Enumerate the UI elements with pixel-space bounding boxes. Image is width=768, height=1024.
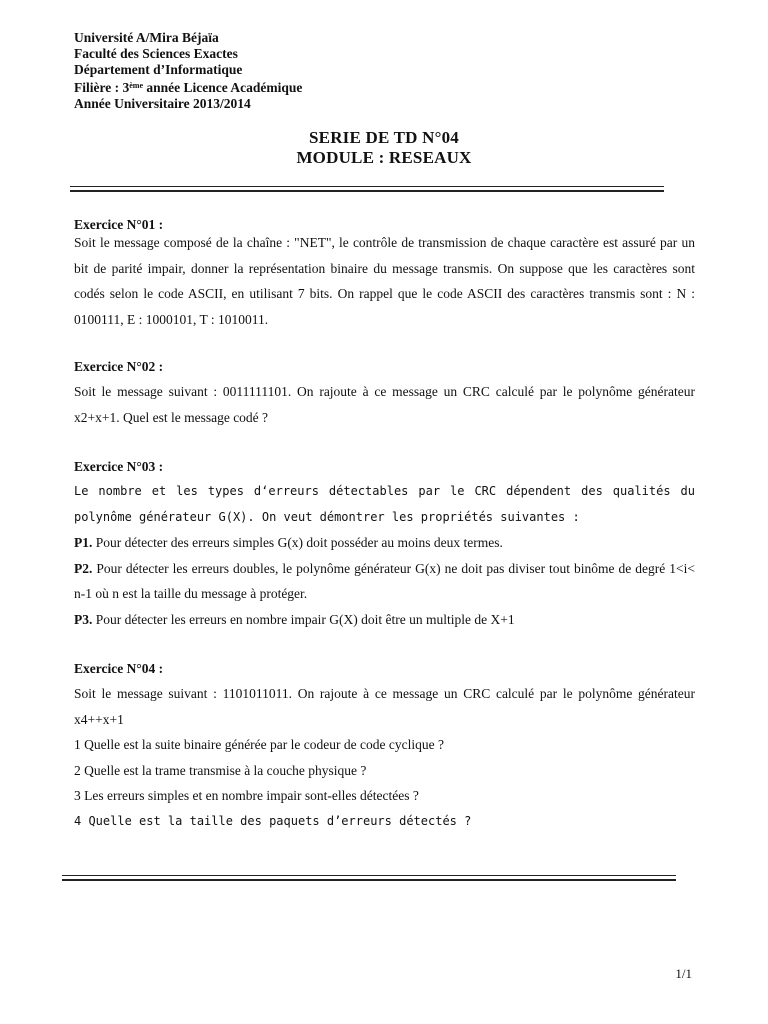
property-p1: P1. Pour détecter des erreurs simples G(x) doit posséder au moins deux termes. [74,535,503,550]
exercise-1-text: Soit le message composé de la chaîne : "NET", le contrôle de transmission de chaque caractère est assuré par un bit de parité impair, donner la représentation binaire du message transmis. On suppose que les caractères sont codés selon le code ASCII, en utilisant 7 bits. On rappel que le code ASCII des caractères transmis sont : N : 0100111, E : 1000101, T : 1010011. [74,235,695,327]
exercise-1 [74,216,695,332]
bottom-divider [62,875,676,876]
property-p2: P2. Pour détecter les erreurs doubles, le polynôme générateur G(x) ne doit pas diviser tout binôme de degré 1<i< n-1 où n est la taille du message à protéger. [74,560,695,601]
header-university: Université A/Mira Béjaïa [74,30,219,45]
university-header [74,30,302,112]
exercise-3 [74,458,695,632]
question-1: 1 Quelle est la suite binaire générée par le codeur de code cyclique ? [74,737,444,752]
header-academic-year: Année Universitaire 2013/2014 [74,96,251,111]
title-series: SERIE DE TD N°04 [309,128,459,147]
title-module: MODULE : RESEAUX [296,148,472,167]
document-title [0,128,768,168]
header-program: Filière : 3ème année Licence Académique [74,80,303,95]
top-divider [70,186,664,187]
exercise-4-title: Exercice N°04 : [74,661,164,676]
exercise-2-title: Exercice N°02 : [74,359,164,374]
exercise-3-title: Exercice N°03 : [74,459,164,474]
property-p3: P3. Pour détecter les erreurs en nombre impair G(X) doit être un multiple de X+1 [74,611,515,627]
top-divider-thick [70,190,664,192]
header-department: Département d’Informatique [74,62,243,77]
question-2: 2 Quelle est la trame transmise à la couche physique ? [74,762,367,778]
exercise-1-title: Exercice N°01 : [74,217,164,232]
bottom-divider-thick [62,879,676,881]
exercise-2 [74,358,695,430]
exercise-4 [74,660,695,834]
question-3: 3 Les erreurs simples et en nombre impair sont-elles détectées ? [74,788,419,803]
page-number: 1/1 [675,966,692,981]
question-4: 4 Quelle est la taille des paquets d’erreurs détectés ? [74,813,472,828]
exercise-4-text: Soit le message suivant : 1101011011. On rajoute à ce message un CRC calculé par le polynôme générateur x4++x+1 [74,686,695,727]
header-faculty: Faculté des Sciences Exactes [74,46,238,61]
exercise-2-text: Soit le message suivant : 0011111101. On rajoute à ce message un CRC calculé par le polynôme générateur x2+x+1. Quel est le message codé ? [74,384,695,425]
exercise-3-intro: Le nombre et les types d‘erreurs détectables par le CRC dépendent des qualités du polynôme générateur G(X). On veut démontrer les propriétés suivantes : [74,484,695,524]
